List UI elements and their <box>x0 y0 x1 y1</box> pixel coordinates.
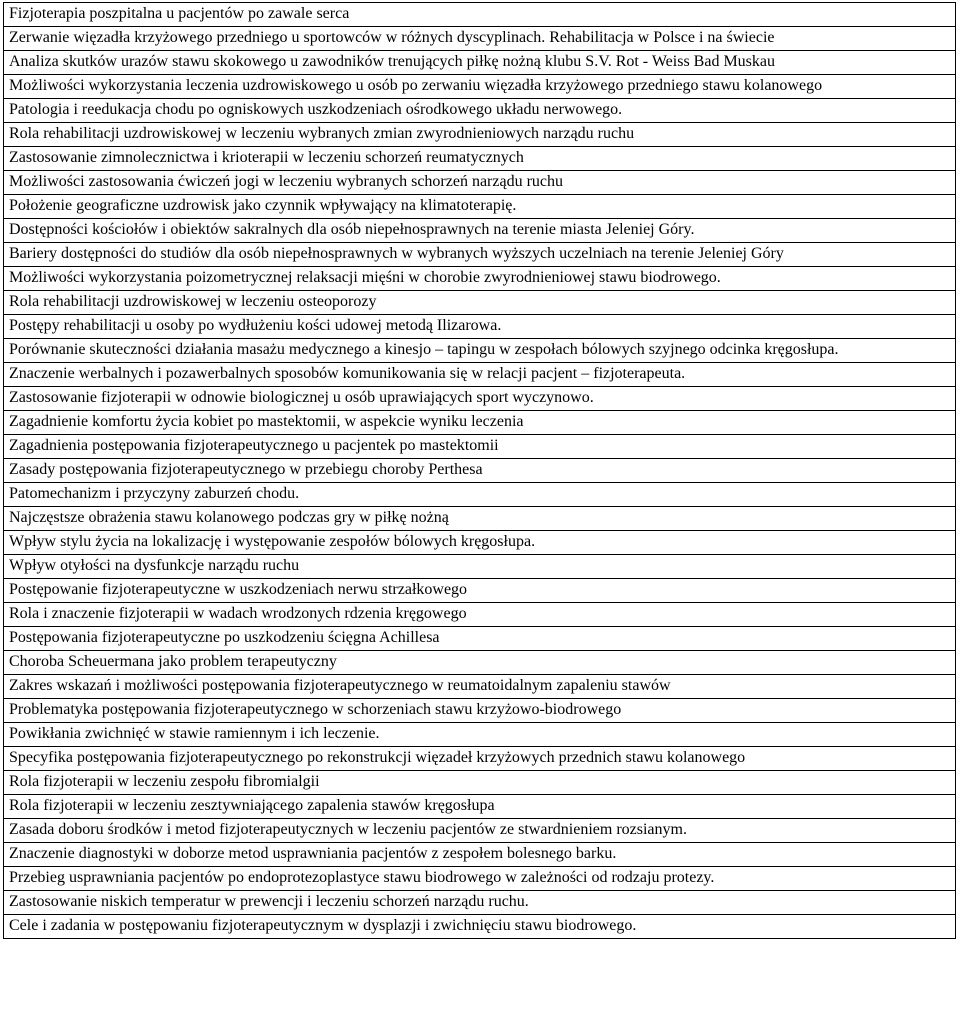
table-row <box>4 555 956 579</box>
table-row <box>4 867 956 891</box>
table-row <box>4 627 956 651</box>
topic-cell: Położenie geograficzne uzdrowisk jako czynnik wpływający na klimatoterapię. <box>4 195 956 219</box>
table-row <box>4 915 956 939</box>
thesis-topics-table <box>3 2 956 939</box>
topic-cell: Rola fizjoterapii w leczeniu zespołu fibromialgii <box>4 771 956 795</box>
table-row <box>4 243 956 267</box>
table-row <box>4 3 956 27</box>
table-row <box>4 219 956 243</box>
table-row <box>4 435 956 459</box>
table-row <box>4 459 956 483</box>
table-row <box>4 483 956 507</box>
topic-cell: Zastosowanie fizjoterapii w odnowie biologicznej u osób uprawiających sport wyczynowo. <box>4 387 956 411</box>
topic-cell: Zagadnienie komfortu życia kobiet po mastektomii, w aspekcie wyniku leczenia <box>4 411 956 435</box>
table-row <box>4 675 956 699</box>
topic-cell: Rola rehabilitacji uzdrowiskowej w leczeniu osteoporozy <box>4 291 956 315</box>
table-row <box>4 147 956 171</box>
table-row <box>4 27 956 51</box>
topic-cell: Zakres wskazań i możliwości postępowania fizjoterapeutycznego w reumatoidalnym zapaleniu stawów <box>4 675 956 699</box>
topic-cell: Fizjoterapia poszpitalna u pacjentów po zawale serca <box>4 3 956 27</box>
table-row <box>4 123 956 147</box>
topic-cell: Wpływ stylu życia na lokalizację i występowanie zespołów bólowych kręgosłupa. <box>4 531 956 555</box>
topic-cell: Porównanie skuteczności działania masażu medycznego a kinesjo – tapingu w zespołach bólowych szyjnego odcinka kręgosłupa. <box>4 339 956 363</box>
topic-cell: Możliwości wykorzystania leczenia uzdrowiskowego u osób po zerwaniu więzadła krzyżowego przedniego stawu kolanowego <box>4 75 956 99</box>
topic-cell: Rola rehabilitacji uzdrowiskowej w leczeniu wybranych zmian zwyrodnieniowych narządu ruchu <box>4 123 956 147</box>
topic-cell: Problematyka postępowania fizjoterapeutycznego w schorzeniach stawu krzyżowo-biodrowego <box>4 699 956 723</box>
topic-cell: Postępowania fizjoterapeutyczne po uszkodzeniu ścięgna Achillesa <box>4 627 956 651</box>
table-row <box>4 507 956 531</box>
table-row <box>4 267 956 291</box>
table-row <box>4 363 956 387</box>
table-row <box>4 843 956 867</box>
topic-cell: Zasady postępowania fizjoterapeutycznego w przebiegu choroby Perthesa <box>4 459 956 483</box>
table-row <box>4 75 956 99</box>
topic-cell: Zagadnienia postępowania fizjoterapeutycznego u pacjentek po mastektomii <box>4 435 956 459</box>
table-row <box>4 819 956 843</box>
topic-cell: Powikłania zwichnięć w stawie ramiennym i ich leczenie. <box>4 723 956 747</box>
topic-cell: Możliwości zastosowania ćwiczeń jogi w leczeniu wybranych schorzeń narządu ruchu <box>4 171 956 195</box>
topic-cell: Patomechanizm i przyczyny zaburzeń chodu. <box>4 483 956 507</box>
table-row <box>4 411 956 435</box>
table-row <box>4 651 956 675</box>
table-row <box>4 747 956 771</box>
table-row <box>4 603 956 627</box>
table-row <box>4 51 956 75</box>
table-row <box>4 171 956 195</box>
topic-cell: Postępy rehabilitacji u osoby po wydłużeniu kości udowej metodą Ilizarowa. <box>4 315 956 339</box>
table-row <box>4 795 956 819</box>
table-row <box>4 99 956 123</box>
topic-cell: Dostępności kościołów i obiektów sakralnych dla osób niepełnosprawnych na terenie miasta Jeleniej Góry. <box>4 219 956 243</box>
topic-cell: Rola fizjoterapii w leczeniu zesztywniającego zapalenia stawów kręgosłupa <box>4 795 956 819</box>
table-row <box>4 531 956 555</box>
table-row <box>4 891 956 915</box>
topic-cell: Możliwości wykorzystania poizometrycznej relaksacji mięśni w chorobie zwyrodnieniowej stawu biodrowego. <box>4 267 956 291</box>
topic-cell: Patologia i reedukacja chodu po ogniskowych uszkodzeniach ośrodkowego układu nerwowego. <box>4 99 956 123</box>
table-row <box>4 315 956 339</box>
topic-cell: Najczęstsze obrażenia stawu kolanowego podczas gry w piłkę nożną <box>4 507 956 531</box>
table-row <box>4 339 956 363</box>
thesis-topics-body <box>4 3 956 939</box>
topic-cell: Przebieg usprawniania pacjentów po endoprotezoplastyce stawu biodrowego w zależności od rodzaju protezy. <box>4 867 956 891</box>
topic-cell: Analiza skutków urazów stawu skokowego u zawodników trenujących piłkę nożną klubu S.V. Rot - Weiss Bad Muskau <box>4 51 956 75</box>
topic-cell: Bariery dostępności do studiów dla osób niepełnosprawnych w wybranych wyższych uczelniach na terenie Jeleniej Góry <box>4 243 956 267</box>
topic-cell: Specyfika postępowania fizjoterapeutycznego po rekonstrukcji więzadeł krzyżowych przednich stawu kolanowego <box>4 747 956 771</box>
topic-cell: Zastosowanie niskich temperatur w prewencji i leczeniu schorzeń narządu ruchu. <box>4 891 956 915</box>
table-row <box>4 579 956 603</box>
table-row <box>4 387 956 411</box>
table-row <box>4 771 956 795</box>
table-row <box>4 723 956 747</box>
topic-cell: Znaczenie werbalnych i pozawerbalnych sposobów komunikowania się w relacji pacjent – fizjoterapeuta. <box>4 363 956 387</box>
table-row <box>4 291 956 315</box>
topic-cell: Wpływ otyłości na dysfunkcje narządu ruchu <box>4 555 956 579</box>
topic-cell: Zastosowanie zimnolecznictwa i krioterapii w leczeniu schorzeń reumatycznych <box>4 147 956 171</box>
table-row <box>4 195 956 219</box>
topic-cell: Zasada doboru środków i metod fizjoterapeutycznych w leczeniu pacjentów ze stwardnieniem rozsianym. <box>4 819 956 843</box>
table-row <box>4 699 956 723</box>
topic-cell: Zerwanie więzadła krzyżowego przedniego u sportowców w różnych dyscyplinach. Rehabilitacja w Polsce i na świecie <box>4 27 956 51</box>
topic-cell: Choroba Scheuermana jako problem terapeutyczny <box>4 651 956 675</box>
topic-cell: Postępowanie fizjoterapeutyczne w uszkodzeniach nerwu strzałkowego <box>4 579 956 603</box>
topic-cell: Znaczenie diagnostyki w doborze metod usprawniania pacjentów z zespołem bolesnego barku. <box>4 843 956 867</box>
topic-cell: Rola i znaczenie fizjoterapii w wadach wrodzonych rdzenia kręgowego <box>4 603 956 627</box>
topic-cell: Cele i zadania w postępowaniu fizjoterapeutycznym w dysplazji i zwichnięciu stawu biodrowego. <box>4 915 956 939</box>
